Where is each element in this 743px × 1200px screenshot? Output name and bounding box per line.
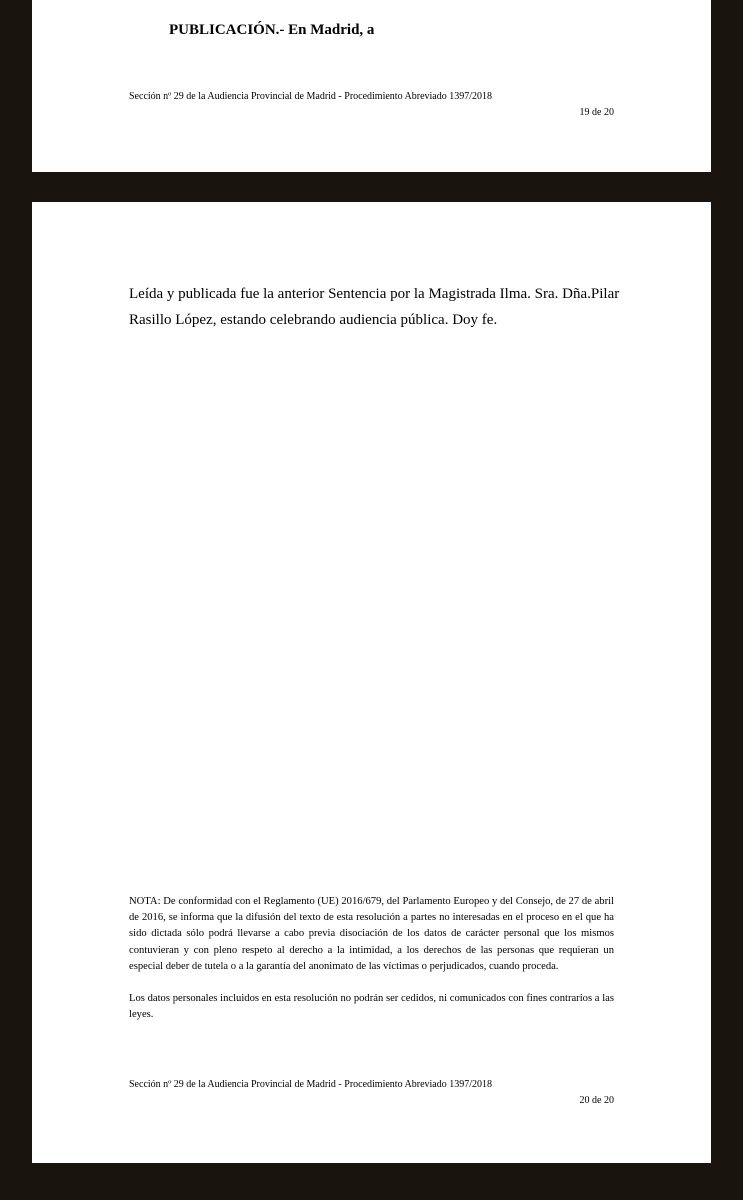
page-20	[32, 202, 711, 1163]
page-19	[32, 0, 711, 172]
note-paragraph: Los datos personales incluidos en esta resolución no podrán ser cedidos, ni comunicados con fines contrarios a las leyes.	[129, 993, 614, 1021]
statement-text: Leída y publicada fue la anterior Sentencia por la Magistrada Ilma. Sra. Dña.	[129, 286, 591, 302]
data-protection-note	[129, 894, 614, 1039]
statement-line-2: Rasillo López, estando celebrando audiencia pública. Doy fe.	[129, 312, 498, 328]
statement-text-end: Pilar	[590, 286, 620, 302]
publication-heading: PUBLICACIÓN.- En Madrid, a	[169, 22, 375, 38]
publication-statement	[129, 281, 620, 333]
note-paragraph: NOTA: De conformidad con el Reglamento (UE) 2016/679, del Parlamento Europeo y del Consejo, de 27 de abril de 2016, se informa que la difusión del texto de esta resolución a partes no interesadas en el proceso en el que ha sido dictada sólo podrá llevarse a cabo previa disociación de los datos de carácter personal que los mismos contuvieran y con pleno respeto al derecho a la intimidad, a los derechos de las personas que requieran un especial deber de tutela o a la garantía del anonimato de las víctimas o perjudicados, cuando proceda.	[129, 896, 614, 972]
page-number: 20 de 20	[579, 1095, 614, 1106]
statement-line-1	[129, 281, 620, 307]
page-footer: Sección nº 29 de la Audiencia Provincial de Madrid - Procedimiento Abreviado 1397/2018	[129, 91, 493, 102]
page-number: 19 de 20	[579, 107, 614, 118]
page-footer: Sección nº 29 de la Audiencia Provincial de Madrid - Procedimiento Abreviado 1397/2018	[129, 1079, 493, 1090]
